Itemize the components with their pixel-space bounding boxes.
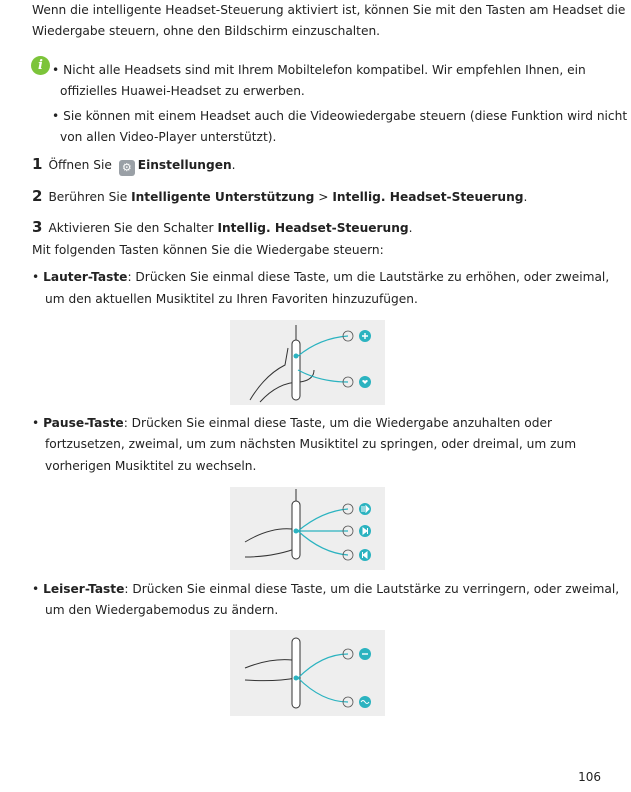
note-bullet-1-line-2: offizielles Huawei-Headset zu erwerben. xyxy=(60,84,305,98)
note-bullet-2-line-1: • Sie können mit einem Headset auch die Videowiedergabe steuern (diese Funktion wird nicht xyxy=(52,109,628,123)
key-lauter-line-1: • Lauter-Taste: Drücken Sie einmal diese Taste, um die Lautstärke zu erhöhen, oder zweimal, xyxy=(32,270,610,284)
intro-line-1: Wenn die intelligente Headset-Steuerung aktiviert ist, können Sie mit den Tasten am Headset die xyxy=(32,3,626,17)
headset-figure-volume-down xyxy=(230,630,385,716)
key-leiser-line-2: um den Wiedergabemodus zu ändern. xyxy=(45,603,279,617)
settings-gear-icon: ⚙ xyxy=(119,160,135,176)
headset-figure-volume-up xyxy=(230,320,385,405)
note-bullet-2-line-2: von allen Video-Player unterstützt). xyxy=(60,130,277,144)
info-icon: i xyxy=(31,56,50,75)
key-pause-line-1: • Pause-Taste: Drücken Sie einmal diese Taste, um die Wiedergabe anzuhalten oder xyxy=(32,416,552,430)
step-1: 1 Öffnen Sie ⚙ Einstellungen. xyxy=(32,155,236,174)
key-leiser-line-1: • Leiser-Taste: Drücken Sie einmal diese Taste, um die Lautstärke zu verringern, oder zweimal, xyxy=(32,582,620,596)
keys-intro: Mit folgenden Tasten können Sie die Wiedergabe steuern: xyxy=(32,243,384,257)
step-2: 2 Berühren Sie Intelligente Unterstützung > Intellig. Headset-Steuerung. xyxy=(32,187,528,205)
key-lauter-line-2: um den aktuellen Musiktitel zu Ihren Favoriten hinzuzufügen. xyxy=(45,292,418,306)
note-bullet-1-line-1: • Nicht alle Headsets sind mit Ihrem Mobiltelefon kompatibel. Wir empfehlen Ihnen, ein xyxy=(52,63,586,77)
page-number: 106 xyxy=(578,770,601,784)
headset-figure-pause xyxy=(230,487,385,570)
intro-line-2: Wiedergabe steuern, ohne den Bildschirm einzuschalten. xyxy=(32,24,381,38)
key-pause-line-2: fortzusetzen, zweimal, um zum nächsten Musiktitel zu springen, oder dreimal, um zum xyxy=(45,437,577,451)
key-pause-line-3: vorherigen Musiktitel zu wechseln. xyxy=(45,459,257,473)
step-3: 3 Aktivieren Sie den Schalter Intellig. Headset-Steuerung. xyxy=(32,218,413,236)
